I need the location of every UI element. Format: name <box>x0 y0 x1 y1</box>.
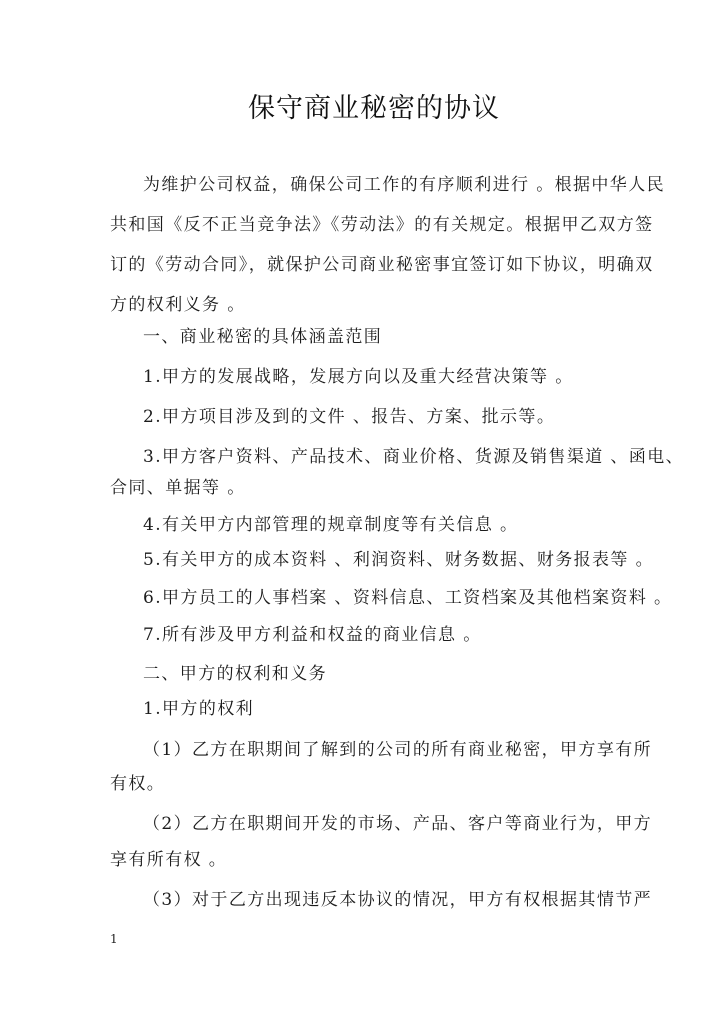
section-heading-2: 二、甲方的权利和义务 <box>143 664 327 684</box>
list-item-1: 1.甲方的发展战略，发展方向以及重大经营决策等 。 <box>143 367 574 387</box>
list-item-6: 6.甲方员工的人事档案 、资料信息、工资档案及其他档案资料 。 <box>143 588 673 608</box>
list-item-4: 4.有关甲方内部管理的规章制度等有关信息 。 <box>143 515 519 535</box>
paragraph-intro-line-3: 订的《劳动合同》，就保护公司商业秘密事宜签订如下协议，明确双 <box>110 255 654 275</box>
page-number: 1 <box>110 932 118 946</box>
list-item-7: 7.所有涉及甲方利益和权益的商业信息 。 <box>143 625 482 645</box>
list-item-5: 5.有关甲方的成本资料 、利润资料、财务数据、财务报表等 。 <box>143 550 655 570</box>
list-item-3-continued: 合同、单据等 。 <box>110 478 246 498</box>
clause-2-continued: 享有所有权 。 <box>110 850 228 870</box>
clause-2: （2）乙方在职期间开发的市场、产品、客户等商业行为，甲方 <box>143 814 653 834</box>
list-item-3: 3.甲方客户资料、产品技术、商业价格、货源及销售渠道 、函电、 <box>143 447 685 467</box>
paragraph-intro-line-4: 方的权利义务 。 <box>110 295 246 315</box>
clause-3: （3）对于乙方出现违反本协议的情况，甲方有权根据其情节严 <box>143 890 653 910</box>
section-heading-1: 一、商业秘密的具体涵盖范围 <box>143 327 383 347</box>
paragraph-intro-line-2: 共和国《反不正当竞争法》《劳动法》的有关规定。根据甲乙双方签 <box>110 215 654 235</box>
paragraph-intro-line-1: 为维护公司权益，确保公司工作的有序顺利进行 。根据中华人民 <box>143 175 666 195</box>
document-title: 保守商业秘密的协议 <box>248 93 500 124</box>
list-item-2: 2.甲方项目涉及到的文件 、报告、方案、批示等。 <box>143 407 556 427</box>
clause-1: （1）乙方在职期间了解到的公司的所有商业秘密，甲方享有所 <box>143 740 653 760</box>
subsection-heading-1: 1.甲方的权利 <box>143 699 255 719</box>
clause-1-continued: 有权。 <box>110 774 166 794</box>
